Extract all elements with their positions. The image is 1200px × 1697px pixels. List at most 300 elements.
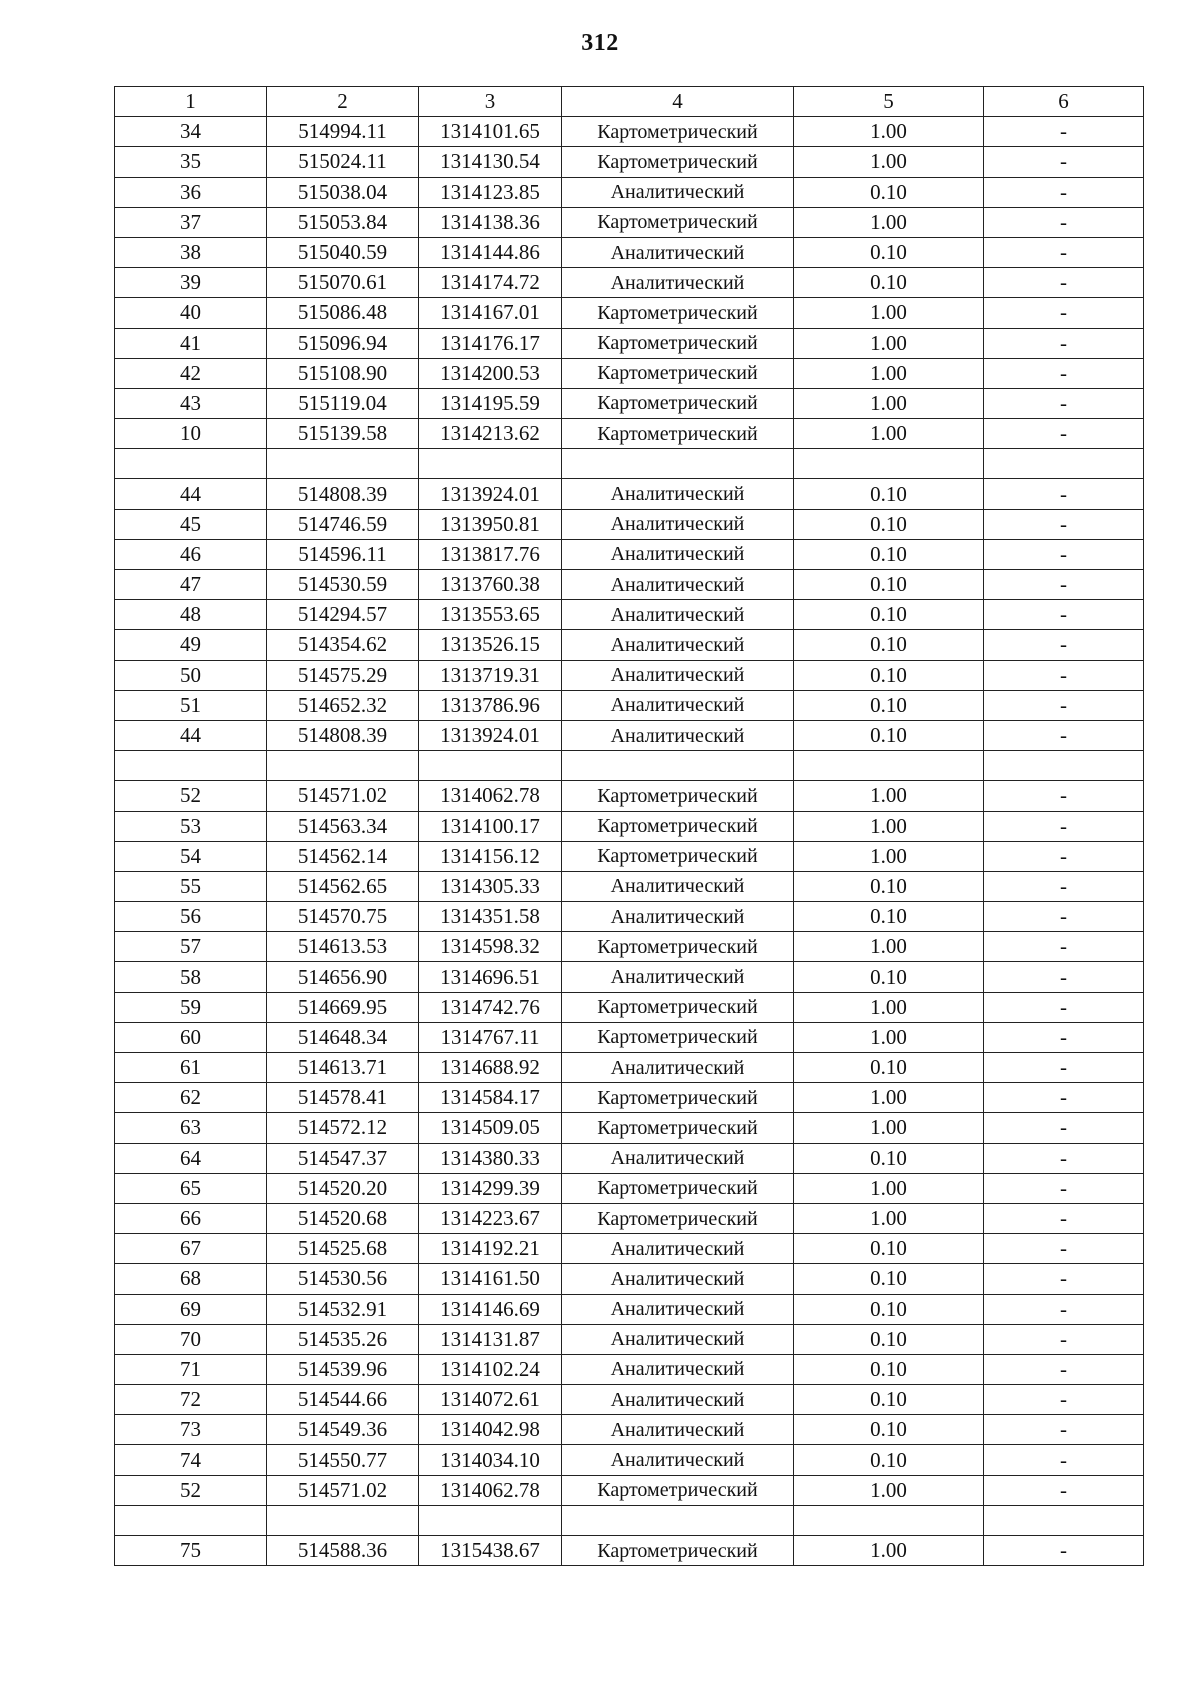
y-coordinate-cell: 1313924.01 [419, 479, 562, 509]
x-coordinate-cell: 514669.95 [267, 992, 419, 1022]
method-cell: Картометрический [562, 388, 794, 418]
method-cell: Картометрический [562, 811, 794, 841]
x-coordinate-cell: 515139.58 [267, 419, 419, 449]
accuracy-cell: 1.00 [794, 147, 984, 177]
point-number-cell: 51 [115, 690, 267, 720]
method-cell: Аналитический [562, 539, 794, 569]
method-cell: Картометрический [562, 1113, 794, 1143]
accuracy-cell: 0.10 [794, 1264, 984, 1294]
accuracy-cell: 1.00 [794, 841, 984, 871]
table-row [115, 630, 1144, 660]
table-row [115, 298, 1144, 328]
x-coordinate-cell: 514746.59 [267, 509, 419, 539]
note-cell: - [984, 600, 1144, 630]
y-coordinate-cell: 1314167.01 [419, 298, 562, 328]
note-cell: - [984, 539, 1144, 569]
accuracy-cell: 0.10 [794, 1324, 984, 1354]
note-cell [984, 449, 1144, 479]
method-cell: Аналитический [562, 1445, 794, 1475]
y-coordinate-cell [419, 751, 562, 781]
method-cell: Аналитический [562, 1385, 794, 1415]
point-number-cell: 62 [115, 1083, 267, 1113]
accuracy-cell: 1.00 [794, 1083, 984, 1113]
y-coordinate-cell: 1314380.33 [419, 1143, 562, 1173]
point-number-cell: 65 [115, 1173, 267, 1203]
y-coordinate-cell: 1314034.10 [419, 1445, 562, 1475]
point-number-cell [115, 449, 267, 479]
point-number-cell: 58 [115, 962, 267, 992]
point-number-cell: 35 [115, 147, 267, 177]
accuracy-cell: 1.00 [794, 358, 984, 388]
method-cell [562, 751, 794, 781]
header-cell: 2 [267, 87, 419, 117]
point-number-cell: 46 [115, 539, 267, 569]
table-row [115, 992, 1144, 1022]
y-coordinate-cell: 1314195.59 [419, 388, 562, 418]
x-coordinate-cell: 514532.91 [267, 1294, 419, 1324]
x-coordinate-cell: 515108.90 [267, 358, 419, 388]
table-row [115, 1445, 1144, 1475]
table-row [115, 1475, 1144, 1505]
accuracy-cell [794, 1505, 984, 1535]
header-cell: 6 [984, 87, 1144, 117]
x-coordinate-cell: 514354.62 [267, 630, 419, 660]
accuracy-cell: 0.10 [794, 509, 984, 539]
table-row [115, 539, 1144, 569]
point-number-cell: 71 [115, 1354, 267, 1384]
accuracy-cell: 1.00 [794, 1536, 984, 1566]
x-coordinate-cell: 514571.02 [267, 1475, 419, 1505]
x-coordinate-cell: 515096.94 [267, 328, 419, 358]
point-number-cell: 66 [115, 1203, 267, 1233]
note-cell: - [984, 781, 1144, 811]
method-cell: Картометрический [562, 358, 794, 388]
page-number: 312 [581, 30, 619, 56]
accuracy-cell: 1.00 [794, 298, 984, 328]
method-cell: Картометрический [562, 1022, 794, 1052]
y-coordinate-cell [419, 1505, 562, 1535]
note-cell: - [984, 177, 1144, 207]
note-cell: - [984, 841, 1144, 871]
method-cell: Картометрический [562, 1475, 794, 1505]
y-coordinate-cell: 1314131.87 [419, 1324, 562, 1354]
note-cell: - [984, 1445, 1144, 1475]
note-cell: - [984, 1173, 1144, 1203]
method-cell: Аналитический [562, 1354, 794, 1384]
table-row [115, 902, 1144, 932]
note-cell: - [984, 298, 1144, 328]
y-coordinate-cell: 1314174.72 [419, 268, 562, 298]
note-cell: - [984, 388, 1144, 418]
x-coordinate-cell: 514544.66 [267, 1385, 419, 1415]
x-coordinate-cell: 514520.20 [267, 1173, 419, 1203]
table-row [115, 1173, 1144, 1203]
method-cell: Картометрический [562, 1173, 794, 1203]
note-cell: - [984, 1324, 1144, 1354]
accuracy-cell: 0.10 [794, 1143, 984, 1173]
y-coordinate-cell: 1314062.78 [419, 781, 562, 811]
point-number-cell: 60 [115, 1022, 267, 1052]
y-coordinate-cell: 1314100.17 [419, 811, 562, 841]
y-coordinate-cell: 1314062.78 [419, 1475, 562, 1505]
point-number-cell: 61 [115, 1053, 267, 1083]
table-row [115, 570, 1144, 600]
method-cell: Аналитический [562, 1294, 794, 1324]
y-coordinate-cell: 1314176.17 [419, 328, 562, 358]
x-coordinate-cell: 514547.37 [267, 1143, 419, 1173]
note-cell: - [984, 268, 1144, 298]
table-separator-row [115, 1505, 1144, 1535]
accuracy-cell: 0.10 [794, 177, 984, 207]
y-coordinate-cell: 1314584.17 [419, 1083, 562, 1113]
note-cell [984, 1505, 1144, 1535]
point-number-cell: 47 [115, 570, 267, 600]
table-row [115, 237, 1144, 267]
y-coordinate-cell: 1315438.67 [419, 1536, 562, 1566]
note-cell: - [984, 147, 1144, 177]
note-cell: - [984, 630, 1144, 660]
y-coordinate-cell: 1314156.12 [419, 841, 562, 871]
y-coordinate-cell: 1314130.54 [419, 147, 562, 177]
y-coordinate-cell: 1314144.86 [419, 237, 562, 267]
x-coordinate-cell [267, 751, 419, 781]
accuracy-cell: 1.00 [794, 1475, 984, 1505]
y-coordinate-cell: 1314200.53 [419, 358, 562, 388]
table-row [115, 841, 1144, 871]
y-coordinate-cell: 1314509.05 [419, 1113, 562, 1143]
x-coordinate-cell: 514578.41 [267, 1083, 419, 1113]
method-cell: Картометрический [562, 207, 794, 237]
note-cell: - [984, 1354, 1144, 1384]
table-row [115, 479, 1144, 509]
table-row [115, 1143, 1144, 1173]
method-cell: Аналитический [562, 871, 794, 901]
note-cell: - [984, 1053, 1144, 1083]
accuracy-cell: 0.10 [794, 902, 984, 932]
x-coordinate-cell: 514808.39 [267, 720, 419, 750]
x-coordinate-cell: 514550.77 [267, 1445, 419, 1475]
x-coordinate-cell: 514520.68 [267, 1203, 419, 1233]
point-number-cell: 40 [115, 298, 267, 328]
point-number-cell: 57 [115, 932, 267, 962]
accuracy-cell: 0.10 [794, 962, 984, 992]
note-cell: - [984, 1234, 1144, 1264]
x-coordinate-cell: 514530.56 [267, 1264, 419, 1294]
table-row [115, 1294, 1144, 1324]
table-row [115, 419, 1144, 449]
table-row [115, 268, 1144, 298]
note-cell: - [984, 720, 1144, 750]
note-cell: - [984, 207, 1144, 237]
y-coordinate-cell: 1313553.65 [419, 600, 562, 630]
point-number-cell: 56 [115, 902, 267, 932]
y-coordinate-cell: 1314072.61 [419, 1385, 562, 1415]
note-cell: - [984, 871, 1144, 901]
point-number-cell: 69 [115, 1294, 267, 1324]
point-number-cell: 52 [115, 1475, 267, 1505]
table-row [115, 932, 1144, 962]
note-cell: - [984, 992, 1144, 1022]
accuracy-cell: 0.10 [794, 630, 984, 660]
method-cell: Аналитический [562, 902, 794, 932]
x-coordinate-cell: 514588.36 [267, 1536, 419, 1566]
table-row [115, 1113, 1144, 1143]
accuracy-cell: 1.00 [794, 1113, 984, 1143]
method-cell: Картометрический [562, 328, 794, 358]
x-coordinate-cell: 514613.71 [267, 1053, 419, 1083]
method-cell: Аналитический [562, 720, 794, 750]
point-number-cell: 41 [115, 328, 267, 358]
x-coordinate-cell: 514525.68 [267, 1234, 419, 1264]
x-coordinate-cell [267, 1505, 419, 1535]
method-cell: Аналитический [562, 509, 794, 539]
y-coordinate-cell: 1314688.92 [419, 1053, 562, 1083]
x-coordinate-cell: 514571.02 [267, 781, 419, 811]
x-coordinate-cell: 515040.59 [267, 237, 419, 267]
x-coordinate-cell: 514656.90 [267, 962, 419, 992]
note-cell: - [984, 690, 1144, 720]
note-cell: - [984, 1083, 1144, 1113]
y-coordinate-cell: 1314161.50 [419, 1264, 562, 1294]
method-cell: Аналитический [562, 600, 794, 630]
table-row [115, 1385, 1144, 1415]
table-row [115, 117, 1144, 147]
accuracy-cell: 1.00 [794, 117, 984, 147]
note-cell: - [984, 1475, 1144, 1505]
header-cell: 4 [562, 87, 794, 117]
accuracy-cell: 0.10 [794, 539, 984, 569]
accuracy-cell: 0.10 [794, 1294, 984, 1324]
accuracy-cell: 1.00 [794, 1022, 984, 1052]
x-coordinate-cell: 514530.59 [267, 570, 419, 600]
table-row [115, 388, 1144, 418]
point-number-cell: 73 [115, 1415, 267, 1445]
table-row [115, 509, 1144, 539]
note-cell: - [984, 1113, 1144, 1143]
x-coordinate-cell: 515038.04 [267, 177, 419, 207]
header-cell: 3 [419, 87, 562, 117]
table-row [115, 207, 1144, 237]
y-coordinate-cell: 1313526.15 [419, 630, 562, 660]
x-coordinate-cell: 514294.57 [267, 600, 419, 630]
table-row [115, 358, 1144, 388]
y-coordinate-cell: 1313924.01 [419, 720, 562, 750]
y-coordinate-cell: 1314123.85 [419, 177, 562, 207]
accuracy-cell: 0.10 [794, 690, 984, 720]
accuracy-cell: 1.00 [794, 419, 984, 449]
table-row [115, 1415, 1144, 1445]
note-cell: - [984, 237, 1144, 267]
x-coordinate-cell: 514808.39 [267, 479, 419, 509]
y-coordinate-cell: 1314146.69 [419, 1294, 562, 1324]
accuracy-cell: 1.00 [794, 811, 984, 841]
point-number-cell [115, 1505, 267, 1535]
table-row [115, 811, 1144, 841]
accuracy-cell: 1.00 [794, 328, 984, 358]
x-coordinate-cell: 515024.11 [267, 147, 419, 177]
method-cell: Картометрический [562, 419, 794, 449]
accuracy-cell [794, 751, 984, 781]
header-cell: 1 [115, 87, 267, 117]
table-row [115, 1354, 1144, 1384]
method-cell: Аналитический [562, 1234, 794, 1264]
accuracy-cell: 0.10 [794, 660, 984, 690]
note-cell: - [984, 479, 1144, 509]
point-number-cell: 59 [115, 992, 267, 1022]
y-coordinate-cell: 1314213.62 [419, 419, 562, 449]
method-cell: Аналитический [562, 1053, 794, 1083]
table-row [115, 660, 1144, 690]
note-cell: - [984, 1203, 1144, 1233]
point-number-cell: 36 [115, 177, 267, 207]
note-cell: - [984, 811, 1144, 841]
x-coordinate-cell [267, 449, 419, 479]
table-row [115, 1324, 1144, 1354]
note-cell: - [984, 962, 1144, 992]
note-cell: - [984, 509, 1144, 539]
note-cell: - [984, 902, 1144, 932]
point-number-cell: 68 [115, 1264, 267, 1294]
method-cell: Аналитический [562, 1324, 794, 1354]
method-cell: Картометрический [562, 932, 794, 962]
note-cell: - [984, 570, 1144, 600]
x-coordinate-cell: 514596.11 [267, 539, 419, 569]
note-cell: - [984, 358, 1144, 388]
y-coordinate-cell: 1314696.51 [419, 962, 562, 992]
note-cell: - [984, 419, 1144, 449]
y-coordinate-cell: 1313760.38 [419, 570, 562, 600]
accuracy-cell: 1.00 [794, 1203, 984, 1233]
table-row [115, 871, 1144, 901]
coordinates-table [114, 86, 1144, 1566]
note-cell: - [984, 660, 1144, 690]
table-row [115, 1083, 1144, 1113]
accuracy-cell: 0.10 [794, 720, 984, 750]
note-cell: - [984, 1294, 1144, 1324]
table-header-row [115, 87, 1144, 117]
method-cell: Аналитический [562, 268, 794, 298]
method-cell: Аналитический [562, 660, 794, 690]
table-row [115, 1234, 1144, 1264]
x-coordinate-cell: 514994.11 [267, 117, 419, 147]
accuracy-cell: 0.10 [794, 1234, 984, 1264]
note-cell: - [984, 117, 1144, 147]
method-cell: Картометрический [562, 992, 794, 1022]
accuracy-cell: 1.00 [794, 388, 984, 418]
x-coordinate-cell: 514570.75 [267, 902, 419, 932]
x-coordinate-cell: 514652.32 [267, 690, 419, 720]
method-cell [562, 1505, 794, 1535]
y-coordinate-cell: 1313786.96 [419, 690, 562, 720]
point-number-cell: 38 [115, 237, 267, 267]
x-coordinate-cell: 514648.34 [267, 1022, 419, 1052]
header-cell: 5 [794, 87, 984, 117]
method-cell: Аналитический [562, 690, 794, 720]
point-number-cell: 53 [115, 811, 267, 841]
y-coordinate-cell: 1314299.39 [419, 1173, 562, 1203]
y-coordinate-cell: 1314351.58 [419, 902, 562, 932]
x-coordinate-cell: 514549.36 [267, 1415, 419, 1445]
point-number-cell: 55 [115, 871, 267, 901]
table-body [115, 87, 1144, 1566]
method-cell: Картометрический [562, 147, 794, 177]
note-cell: - [984, 1415, 1144, 1445]
y-coordinate-cell: 1313950.81 [419, 509, 562, 539]
table-row [115, 147, 1144, 177]
table-row [115, 600, 1144, 630]
method-cell: Аналитический [562, 177, 794, 207]
note-cell: - [984, 932, 1144, 962]
accuracy-cell: 0.10 [794, 268, 984, 298]
y-coordinate-cell: 1313817.76 [419, 539, 562, 569]
y-coordinate-cell: 1314305.33 [419, 871, 562, 901]
method-cell: Картометрический [562, 117, 794, 147]
accuracy-cell: 0.10 [794, 570, 984, 600]
method-cell: Картометрический [562, 1536, 794, 1566]
table-row [115, 177, 1144, 207]
y-coordinate-cell: 1314223.67 [419, 1203, 562, 1233]
accuracy-cell: 0.10 [794, 1415, 984, 1445]
accuracy-cell: 0.10 [794, 1445, 984, 1475]
accuracy-cell: 1.00 [794, 932, 984, 962]
table-row [115, 1022, 1144, 1052]
table-row [115, 1203, 1144, 1233]
accuracy-cell: 0.10 [794, 1385, 984, 1415]
accuracy-cell: 1.00 [794, 1173, 984, 1203]
method-cell: Аналитический [562, 962, 794, 992]
note-cell: - [984, 1385, 1144, 1415]
y-coordinate-cell: 1314598.32 [419, 932, 562, 962]
point-number-cell: 54 [115, 841, 267, 871]
table-row [115, 1053, 1144, 1083]
y-coordinate-cell: 1314101.65 [419, 117, 562, 147]
table-row [115, 328, 1144, 358]
point-number-cell [115, 751, 267, 781]
method-cell: Аналитический [562, 1143, 794, 1173]
point-number-cell: 34 [115, 117, 267, 147]
x-coordinate-cell: 515053.84 [267, 207, 419, 237]
method-cell [562, 449, 794, 479]
point-number-cell: 43 [115, 388, 267, 418]
x-coordinate-cell: 515086.48 [267, 298, 419, 328]
point-number-cell: 72 [115, 1385, 267, 1415]
accuracy-cell: 0.10 [794, 1354, 984, 1384]
accuracy-cell: 0.10 [794, 600, 984, 630]
y-coordinate-cell: 1314102.24 [419, 1354, 562, 1384]
method-cell: Аналитический [562, 1415, 794, 1445]
table-separator-row [115, 449, 1144, 479]
accuracy-cell: 0.10 [794, 479, 984, 509]
y-coordinate-cell: 1314042.98 [419, 1415, 562, 1445]
point-number-cell: 39 [115, 268, 267, 298]
note-cell [984, 751, 1144, 781]
x-coordinate-cell: 514535.26 [267, 1324, 419, 1354]
x-coordinate-cell: 514613.53 [267, 932, 419, 962]
accuracy-cell: 0.10 [794, 237, 984, 267]
point-number-cell: 37 [115, 207, 267, 237]
point-number-cell: 64 [115, 1143, 267, 1173]
point-number-cell: 44 [115, 720, 267, 750]
method-cell: Аналитический [562, 1264, 794, 1294]
method-cell: Картометрический [562, 841, 794, 871]
note-cell: - [984, 1022, 1144, 1052]
method-cell: Картометрический [562, 1083, 794, 1113]
method-cell: Аналитический [562, 630, 794, 660]
accuracy-cell: 1.00 [794, 207, 984, 237]
method-cell: Картометрический [562, 1203, 794, 1233]
point-number-cell: 48 [115, 600, 267, 630]
x-coordinate-cell: 514562.14 [267, 841, 419, 871]
